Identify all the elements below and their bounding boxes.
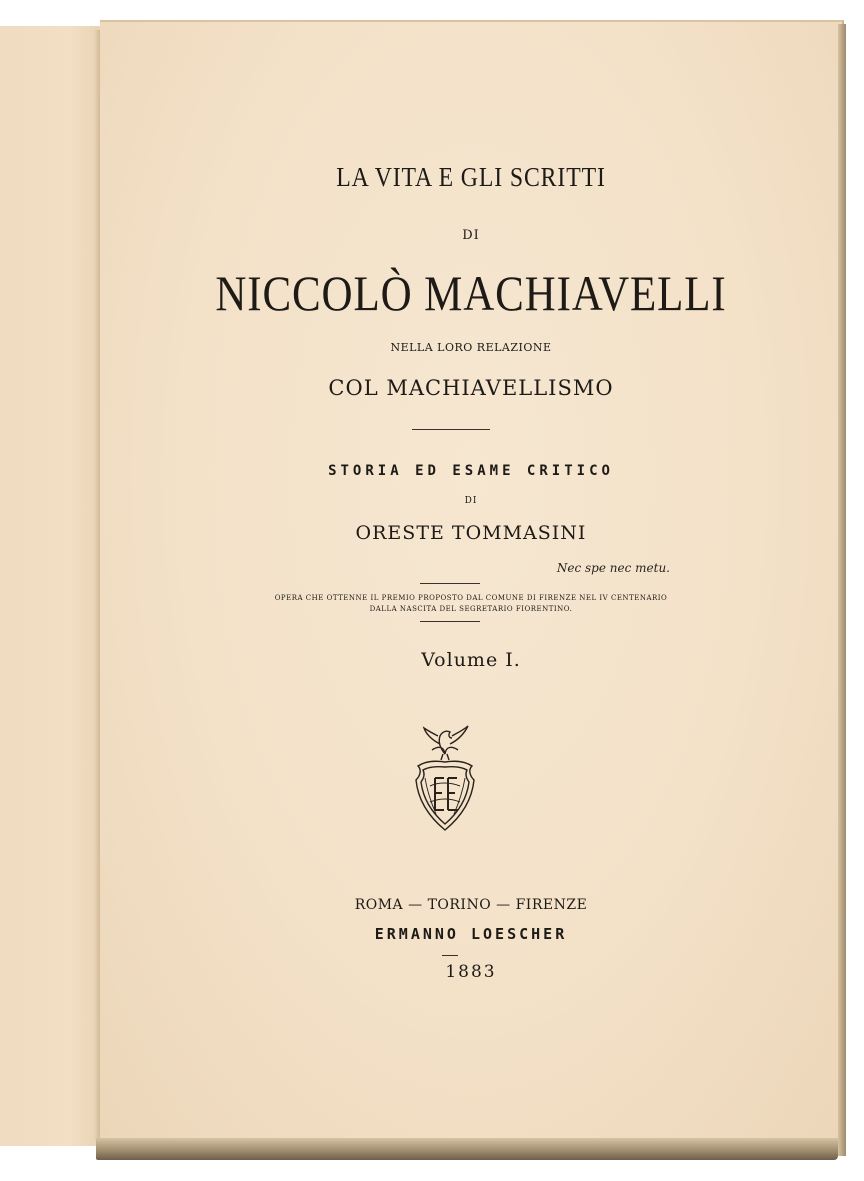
title-line-1: LA VITA E GLI SCRITTI <box>336 162 606 192</box>
motto: Nec spe nec metu. <box>556 561 670 575</box>
divider-rule-1 <box>412 429 490 430</box>
main-title: NICCOLÒ MACHIAVELLI <box>215 265 727 321</box>
divider-rule-2 <box>420 583 480 584</box>
publisher-name: ERMANNO LOESCHER <box>374 925 568 943</box>
divider-rule-3 <box>420 621 480 622</box>
page-edge-right <box>838 24 846 1156</box>
prize-note-line-2: DALLA NASCITA DEL SEGRETARIO FIORENTINO. <box>369 605 573 613</box>
volume-label: Volume I. <box>421 649 521 671</box>
subtitle-big: COL MACHIAVELLISMO <box>328 376 614 400</box>
publisher-emblem-icon <box>410 724 480 836</box>
genre-line: STORIA ED ESAME CRITICO <box>328 463 614 479</box>
page-edge-bottom <box>96 1138 838 1160</box>
title-di: DI <box>462 228 480 243</box>
imprint-places: ROMA — TORINO — FIRENZE <box>354 897 588 913</box>
author-name: ORESTE TOMMASINI <box>355 522 587 544</box>
author-di: DI <box>464 496 478 506</box>
facing-page <box>0 26 101 1146</box>
prize-note-line-1: OPERA CHE OTTENNE IL PREMIO PROPOSTO DAL COMUNE DI FIRENZE NEL IV CENTENARIO <box>274 594 668 602</box>
divider-rule-4 <box>442 955 458 956</box>
subtitle-small: NELLA LORO RELAZIONE <box>390 341 552 354</box>
publication-year: 1883 <box>445 962 497 982</box>
